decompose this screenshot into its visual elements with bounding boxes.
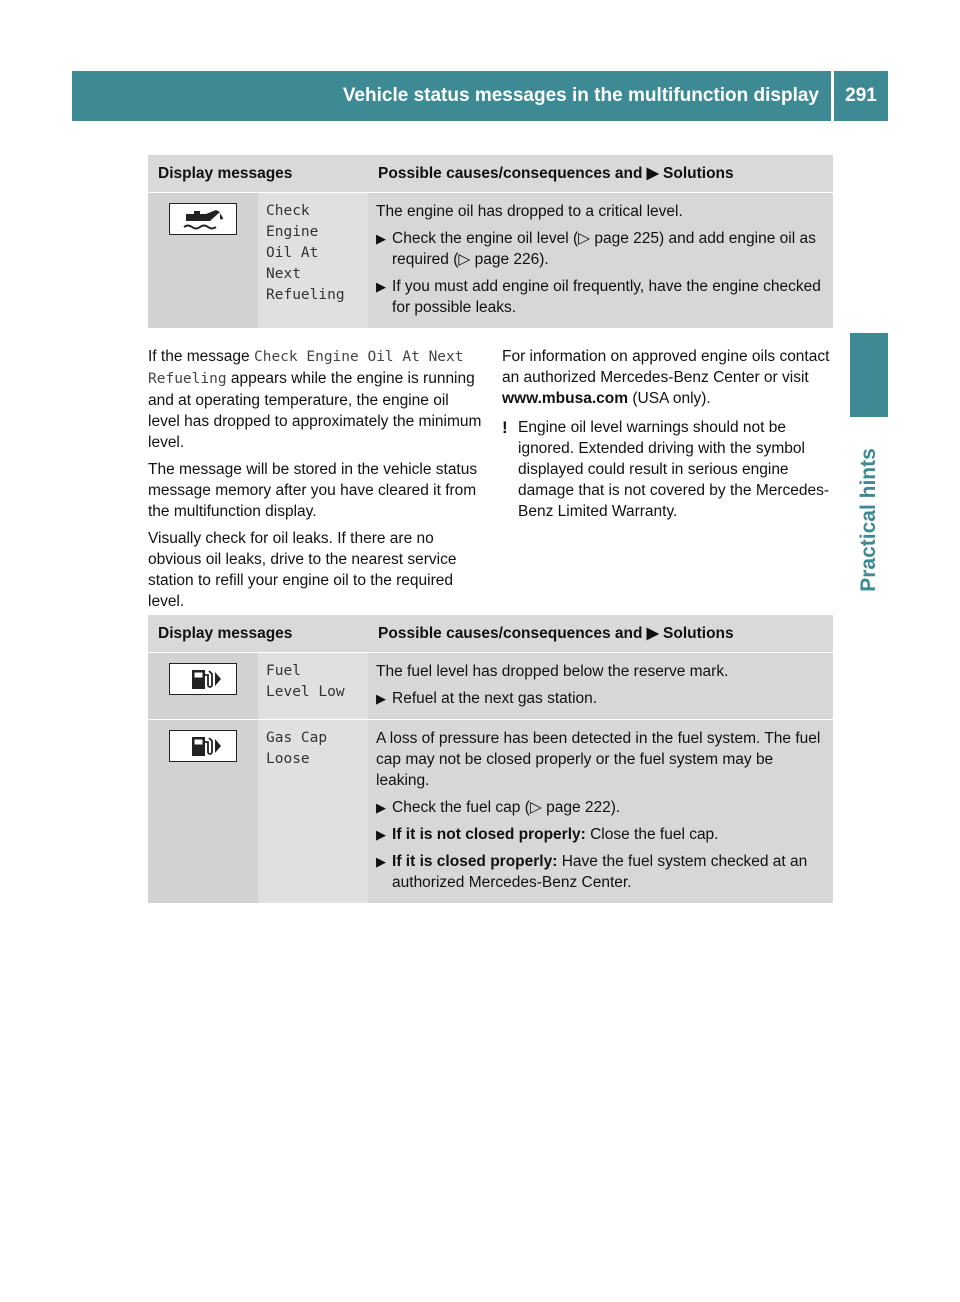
message-line: Check — [266, 203, 310, 219]
step-text: If you must add engine oil frequently, have the engine checked for possible leaks. — [392, 278, 821, 316]
paragraph-text: appears while the engine is running and at operating temperature, the engine oil level has dropped to approximately the minimum level. — [148, 370, 482, 451]
table-header-row — [148, 155, 833, 193]
icon-cell — [148, 720, 258, 904]
display-message-cell — [258, 720, 368, 904]
step-condition: If it is not closed properly: — [392, 826, 586, 843]
step-arrow-icon: ▶ — [376, 279, 387, 294]
message-line: Next — [266, 266, 301, 282]
step-arrow-icon: ▶ — [376, 827, 387, 842]
step-arrow-icon: ▶ — [376, 231, 387, 246]
message-line: Refueling — [266, 287, 345, 303]
solution-step — [376, 797, 825, 818]
step-arrow-icon: ▶ — [376, 854, 387, 869]
paragraph-text: For information on approved engine oils contact an authorized Mercedes-Benz Center or visit — [502, 348, 830, 386]
step-arrow-icon: ▶ — [376, 800, 387, 815]
fuel-message-table — [148, 615, 833, 903]
paragraph-text: If the message — [148, 348, 254, 365]
cause-text: A loss of pressure has been detected in the fuel system. The fuel cap may not be closed properly or the fuel system may be leaking. — [376, 730, 821, 789]
table-row — [148, 720, 833, 904]
oil-message-table — [148, 155, 833, 328]
warning-note — [502, 417, 836, 522]
solution-step — [376, 228, 825, 270]
step-text: Check the engine oil level (▷ page 225) and add engine oil as required (▷ page 226). — [392, 230, 816, 268]
icon-cell — [148, 653, 258, 720]
message-line: Engine — [266, 224, 319, 240]
fuel-pump-icon — [169, 730, 237, 762]
inline-message-code: Check Engine Oil At Next Refueling — [148, 349, 464, 387]
warning-text: Engine oil level warnings should not be ignored. Extended driving with the symbol displayed could result in serious engine damage that is not covered by the Mercedes-Benz Limited Warranty. — [518, 419, 830, 520]
paragraph: Visually check for oil leaks. If there are no obvious oil leaks, drive to the nearest service station to refill your engine oil to the required level. — [148, 530, 457, 610]
icon-cell — [148, 193, 258, 329]
display-message-cell — [258, 653, 368, 720]
message-line: Gas Cap — [266, 730, 328, 746]
warning-icon: ! — [502, 418, 508, 437]
col-display-messages: Display messages — [148, 615, 368, 653]
step-condition: If it is closed properly: — [392, 853, 558, 870]
table-row — [148, 653, 833, 720]
message-line: Loose — [266, 751, 310, 767]
solution-step — [376, 276, 825, 318]
message-line: Oil At — [266, 245, 319, 261]
solution-step — [376, 688, 825, 709]
paragraph: The message will be stored in the vehicle status message memory after you have cleared it from the multifunction display. — [148, 461, 478, 520]
left-column-text — [148, 346, 484, 618]
paragraph — [148, 346, 484, 453]
step-arrow-icon: ▶ — [376, 691, 387, 706]
oil-can-icon — [169, 203, 237, 235]
step-text: Have the fuel system checked at an authorized Mercedes-Benz Center. — [392, 853, 808, 891]
col-display-messages: Display messages — [148, 155, 368, 193]
fuel-pump-icon — [169, 663, 237, 695]
solution-cell — [368, 193, 833, 329]
step-text: Check the fuel cap (▷ page 222). — [392, 799, 621, 816]
side-tab-marker — [850, 333, 888, 417]
display-message-cell — [258, 193, 368, 329]
message-line: Fuel — [266, 663, 301, 679]
paragraph-text: (USA only). — [628, 390, 711, 407]
right-column-text — [502, 346, 836, 522]
message-line: Level Low — [266, 684, 345, 700]
solution-cell — [368, 720, 833, 904]
website-link[interactable]: www.mbusa.com — [502, 390, 629, 407]
step-text: Close the fuel cap. — [585, 826, 719, 843]
section-side-label-text: Practical hints — [857, 448, 880, 592]
section-side-label — [850, 430, 888, 610]
page-header — [72, 71, 888, 121]
step-text: Refuel at the next gas station. — [392, 690, 598, 707]
cause-text: The fuel level has dropped below the reserve mark. — [376, 663, 729, 680]
table-row — [148, 193, 833, 329]
table-header-row — [148, 615, 833, 653]
solution-step — [376, 851, 825, 893]
col-causes-solutions: Possible causes/consequences and ▶ Solutions — [368, 615, 833, 653]
paragraph — [502, 346, 836, 409]
page-title: Vehicle status messages in the multifunction display — [342, 85, 819, 106]
page-number: 291 — [845, 85, 877, 106]
solution-step — [376, 824, 825, 845]
solution-cell — [368, 653, 833, 720]
cause-text: The engine oil has dropped to a critical level. — [376, 203, 683, 220]
col-causes-solutions: Possible causes/consequences and ▶ Solutions — [368, 155, 833, 193]
